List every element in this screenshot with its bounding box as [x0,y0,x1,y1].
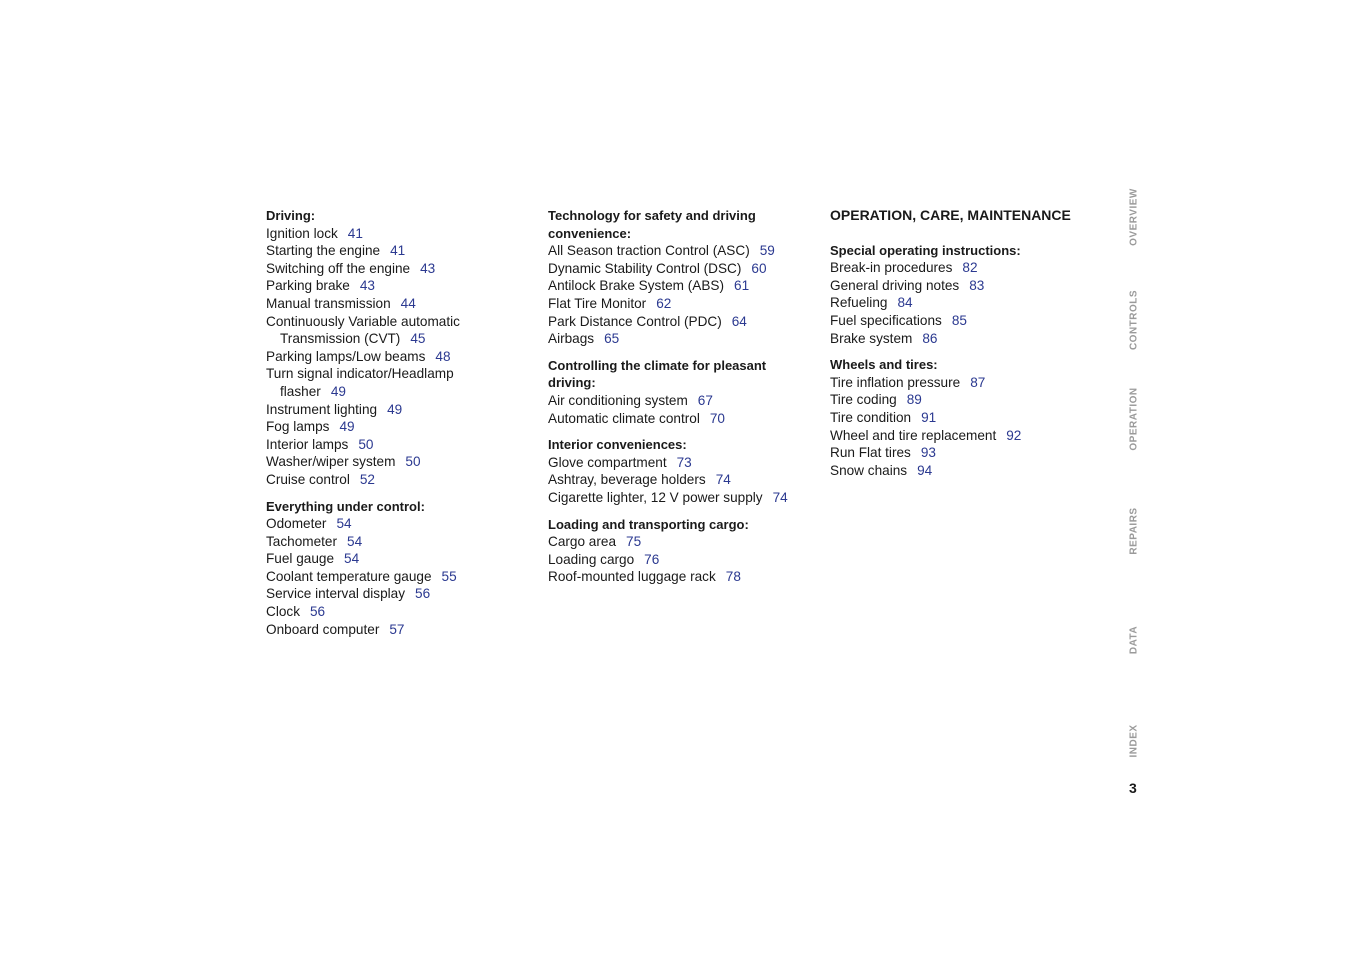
entry-title: Air conditioning system [548,392,688,408]
page-link[interactable]: 82 [962,260,978,276]
section-heading: Special operating instructions: [830,242,1021,258]
entry-title: Odometer [266,516,327,532]
entry-title: Onboard computer [266,621,380,637]
toc-entry[interactable] [266,621,526,639]
toc-entry[interactable] [830,374,1090,392]
entry-title: Ashtray, beverage holders [548,472,706,488]
toc-entry-continuation[interactable] [266,383,526,401]
toc-entry[interactable] [266,533,526,551]
section-heading: Technology for safety and driving convenience: [548,208,756,241]
toc-entry[interactable] [830,277,1090,295]
page-link[interactable]: 64 [731,313,747,329]
entry-title: Tire inflation pressure [830,374,961,390]
entry-title: Refueling [830,295,888,311]
toc-column-2 [548,207,808,595]
toc-entry[interactable] [266,401,526,419]
entry-title: Flat Tire Monitor [548,295,647,311]
toc-entry[interactable] [548,295,808,313]
toc-entry[interactable] [548,410,808,428]
toc-section [266,207,526,489]
page-link[interactable]: 54 [344,551,360,567]
page-link[interactable]: 84 [897,295,913,311]
entry-title: Parking brake [266,278,350,294]
toc-entry[interactable] [266,418,526,436]
toc-section [548,436,808,506]
toc-entry[interactable] [830,330,1090,348]
toc-section [830,356,1090,479]
entry-title: Service interval display [266,586,406,602]
page-link[interactable]: 92 [1006,427,1022,443]
toc-entry-continuation[interactable] [266,330,526,348]
entry-title: Turn signal indicator/Headlamp [266,366,454,382]
toc-entry[interactable] [830,427,1090,445]
part-title: OPERATION, CARE, MAINTENANCE [830,207,1071,223]
entry-title: All Season traction Control (ASC) [548,243,750,259]
toc-entry[interactable] [830,312,1090,330]
page-link[interactable]: 43 [359,278,375,294]
entry-title: Run Flat tires [830,445,911,461]
entry-title: Loading cargo [548,551,635,567]
toc-entry[interactable] [548,277,808,295]
toc-entry[interactable] [548,568,808,586]
entry-title-continued: flasher [280,383,321,399]
entry-title: Fuel specifications [830,312,942,328]
page-link[interactable]: 49 [387,401,403,417]
entry-title: Cruise control [266,471,350,487]
toc-section [266,498,526,639]
toc-entry[interactable] [830,259,1090,277]
toc-section [548,207,808,348]
page-link[interactable]: 91 [921,409,937,425]
toc-entry[interactable] [548,551,808,569]
page-link[interactable]: 54 [347,533,363,549]
entry-title: Starting the engine [266,243,381,259]
toc-entry[interactable] [548,454,808,472]
page-link[interactable]: 87 [970,374,986,390]
page-link[interactable]: 62 [656,295,672,311]
entry-title: Manual transmission [266,295,391,311]
entry-title: Dynamic Stability Control (DSC) [548,260,742,276]
toc-entry[interactable] [266,453,526,471]
toc-section [830,242,1090,348]
toc-entry[interactable] [266,436,526,454]
entry-title: Switching off the engine [266,260,411,276]
toc-entry[interactable] [266,568,526,586]
toc-entry[interactable] [266,242,526,260]
toc-entry[interactable] [266,348,526,366]
side-tab-index[interactable]: INDEX [1128,724,1140,758]
toc-section [548,516,808,586]
toc-entry[interactable] [548,242,808,260]
side-tab-data[interactable]: DATA [1128,625,1140,655]
page-link[interactable]: 94 [917,462,933,478]
page-link[interactable]: 76 [644,551,660,567]
toc-entry[interactable] [830,294,1090,312]
toc-entry[interactable] [266,515,526,533]
toc-column-3 [830,207,1090,488]
page-link[interactable]: 48 [435,348,451,364]
page-link[interactable]: 41 [347,225,363,241]
toc-entry[interactable] [830,409,1090,427]
toc-entry[interactable] [548,533,808,551]
entry-title-continued: Transmission (CVT) [280,331,401,347]
page-link[interactable]: 49 [339,419,355,435]
page-link[interactable]: 43 [420,260,436,276]
toc-entry[interactable] [266,225,526,243]
entry-title: Ignition lock [266,225,338,241]
page-link[interactable]: 89 [906,392,922,408]
side-tab-operation[interactable]: OPERATION [1128,387,1140,451]
entry-title: Tire coding [830,392,897,408]
page-link[interactable]: 86 [922,330,938,346]
toc-entry[interactable] [548,260,808,278]
entry-title: Tire condition [830,409,912,425]
page-number: 3 [1129,780,1137,796]
toc-entry[interactable] [548,330,808,348]
section-heading: Interior conveniences: [548,437,687,453]
toc-column-1 [266,207,526,647]
toc-entry[interactable] [266,260,526,278]
page-link[interactable]: 57 [389,621,405,637]
page-link[interactable]: 74 [772,489,788,505]
page-link[interactable]: 75 [626,534,642,550]
toc-entry[interactable] [266,295,526,313]
page-link[interactable]: 70 [709,410,725,426]
entry-title: Automatic climate control [548,410,700,426]
toc-entry[interactable] [266,471,526,489]
entry-title: General driving notes [830,277,960,293]
side-tab-controls[interactable]: CONTROLS [1128,289,1140,351]
page-link[interactable]: 65 [604,331,620,347]
page-link[interactable]: 49 [330,383,346,399]
toc-entry[interactable] [266,277,526,295]
entry-title: Instrument lighting [266,401,378,417]
page-link[interactable]: 56 [310,604,326,620]
page-link[interactable]: 41 [390,243,406,259]
section-heading: Wheels and tires: [830,357,938,373]
page-link[interactable]: 74 [715,472,731,488]
section-heading: Controlling the climate for pleasant driving: [548,357,767,391]
toc-entry[interactable] [548,489,808,507]
toc-entry[interactable] [830,391,1090,409]
page-link[interactable]: 59 [759,243,775,259]
entry-title: Snow chains [830,462,908,478]
page-link[interactable]: 44 [400,295,416,311]
side-tab-overview[interactable]: OVERVIEW [1128,188,1140,246]
entry-title: Interior lamps [266,436,349,452]
entry-title: Tachometer [266,533,338,549]
toc-entry[interactable] [548,313,808,331]
section-heading: Everything under control: [266,498,425,514]
entry-title: Roof-mounted luggage rack [548,569,716,585]
entry-title: Airbags [548,331,595,347]
entry-title: Cigarette lighter, 12 V power supply [548,489,763,505]
entry-title: Fog lamps [266,419,330,435]
entry-title: Brake system [830,330,913,346]
toc-section [548,357,808,427]
page-link[interactable]: 60 [751,260,767,276]
page-link[interactable]: 50 [358,436,374,452]
toc-entry[interactable] [266,313,526,331]
entry-title: Wheel and tire replacement [830,427,997,443]
page-link[interactable]: 85 [951,312,967,328]
entry-title: Glove compartment [548,454,667,470]
entry-title: Park Distance Control (PDC) [548,313,722,329]
toc-entry[interactable] [548,392,808,410]
page-link[interactable]: 73 [676,454,692,470]
entry-title: Parking lamps/Low beams [266,348,426,364]
entry-title: Coolant temperature gauge [266,568,432,584]
page-link[interactable]: 55 [441,568,457,584]
section-heading: Driving: [266,208,316,223]
page-link[interactable]: 61 [734,278,750,294]
page-link[interactable]: 56 [415,586,431,602]
page-link[interactable]: 50 [405,454,421,470]
page-link[interactable]: 52 [359,471,375,487]
entry-title: Antilock Brake System (ABS) [548,278,725,294]
toc-entry[interactable] [830,462,1090,480]
toc-entry[interactable] [266,585,526,603]
entry-title: Continuously Variable automatic [266,313,460,329]
toc-entry[interactable] [830,444,1090,462]
section-heading: Loading and transporting cargo: [548,516,749,532]
toc-entry[interactable] [266,550,526,568]
page-link[interactable]: 45 [410,331,426,347]
page-link[interactable]: 93 [920,445,936,461]
page-link[interactable]: 54 [336,516,352,532]
page-link[interactable]: 78 [725,569,741,585]
page-link[interactable]: 83 [969,277,985,293]
side-tab-repairs[interactable]: REPAIRS [1128,507,1140,555]
page-link[interactable]: 67 [697,392,713,408]
entry-title: Break-in procedures [830,260,953,276]
toc-entry[interactable] [266,603,526,621]
entry-title: Clock [266,604,300,620]
toc-entry[interactable] [266,365,526,383]
entry-title: Fuel gauge [266,551,335,567]
entry-title: Washer/wiper system [266,454,396,470]
entry-title: Cargo area [548,534,617,550]
toc-entry[interactable] [548,471,808,489]
